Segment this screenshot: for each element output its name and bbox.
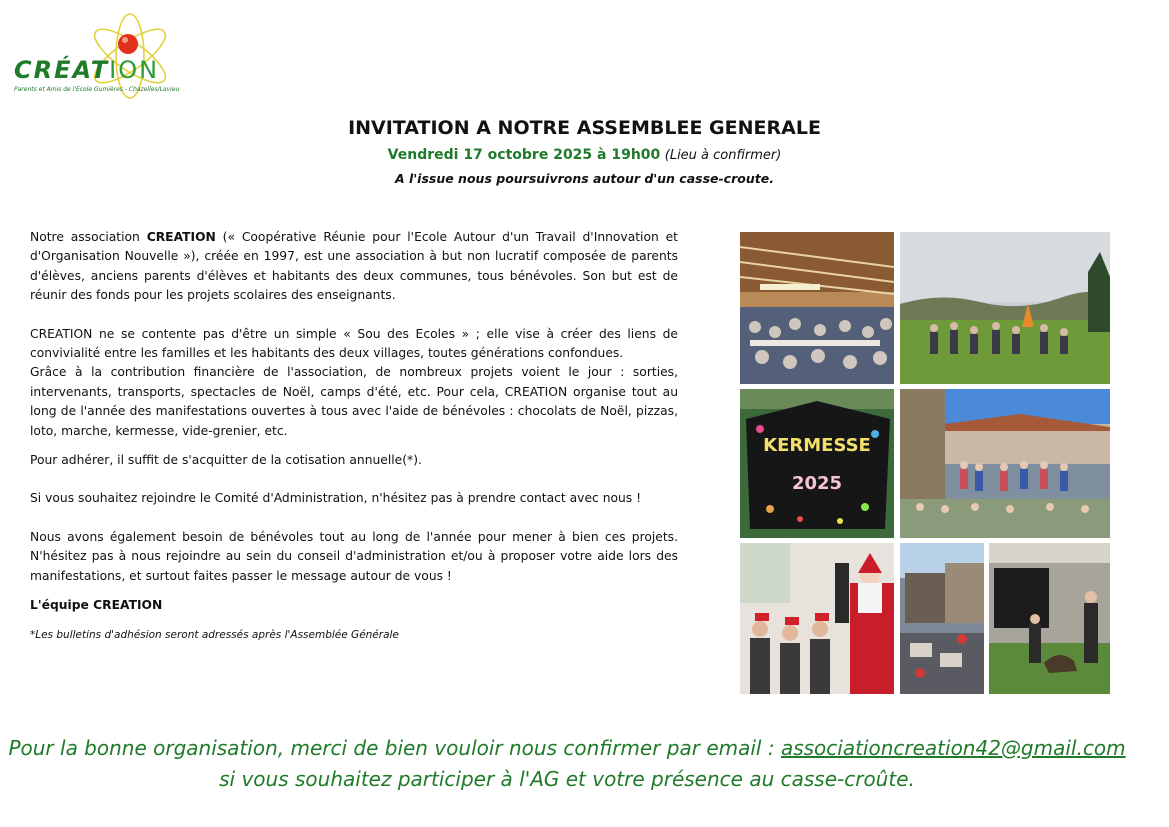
logo-wordmark: CRÉATION	[14, 56, 160, 84]
footer-line-1: Pour la bonne organisation, merci de bien vouloir nous confirmer par email : associationcreation42@gmail.com	[8, 736, 1126, 760]
kermesse-year: 2025	[791, 473, 843, 494]
photo-christmas-santa	[740, 543, 894, 694]
photo-bonfire-group	[900, 232, 1110, 384]
paragraph-membership: Pour adhérer, il suffit de s'acquitter de la cotisation annuelle(*).	[30, 453, 422, 468]
photo-garage-dog	[989, 543, 1110, 694]
logo-subtitle: Parents et Amis de l'Ecole Gumières - Chazelles/Lavieu	[14, 86, 180, 93]
after-event-note: A l'issue nous poursuivrons autour d'un casse-croute.	[395, 171, 774, 186]
paragraph-committee: Si vous souhaitez rejoindre le Comité d'Administration, n'hésitez pas à prendre contact avec nous !	[30, 491, 642, 506]
photo-kermesse-sign	[740, 389, 894, 538]
photo-hall-meal	[740, 232, 894, 384]
contact-email-link[interactable]: associationcreation42@gmail.com	[780, 736, 1126, 760]
kermesse-word: KERMESSE	[763, 435, 871, 456]
paragraph-projects: Grâce à la contribution financière de l'association, de nombreux projets voient le jour : sorties, intervenants, transports, spectacles de Noël, camps d'été, etc. Pour cela, CREATION organise tout au long de l'année des manifestations ouvertes à tous avec l'aide de bénévoles : chocolats de Noël, pizzas, loto, marche, kermesse, vide-grenier, etc.	[30, 365, 678, 438]
footer-rsvp	[0, 733, 1134, 795]
footer-line-2: si vous souhaitez participer à l'AG et votre présence au casse-croûte.	[219, 767, 915, 791]
paragraph-intro: Notre association CREATION (« Coopérative Réunie pour l'Ecole Autour d'un Travail d'Innovation et d'Organisation Nouvelle »), créée en 1997, est une association à but non lucratif composée de parents d'élèves, anciens parents d'élèves et habitants des deux communes, tous bénévoles. Son but est de réunir des fonds pour les projets scolaires des enseignants.	[30, 230, 679, 303]
body-text	[30, 228, 678, 645]
creation-logo	[10, 8, 190, 104]
photo-school-children	[900, 389, 1110, 538]
paragraph-volunteers: Nous avons également besoin de bénévoles tout au long de l'année pour mener à bien ces projets. N'hésitez pas à nous rejoindre au sein du conseil d'administration et/ou à proposer votre aide lors des manifestations, et surtout faites passer le message autour de vous !	[30, 529, 678, 583]
event-date: Vendredi 17 octobre 2025 à 19h00	[387, 147, 661, 163]
location-note: (Lieu à confirmer)	[664, 148, 782, 163]
photo-vide-grenier	[900, 543, 984, 694]
footnote: *Les bulletins d'adhésion seront adressés après l'Assemblée Générale	[30, 628, 399, 641]
paragraph-mission: CREATION ne se contente pas d'être un simple « Sou des Ecoles » ; elle vise à créer des liens de convivialité entre les familles et les habitants des deux villages, toutes générations confondues.	[30, 326, 678, 361]
signature: L'équipe CREATION	[30, 598, 163, 613]
event-date-line	[0, 147, 1169, 163]
page-title: INVITATION A NOTRE ASSEMBLEE GENERALE	[348, 117, 821, 139]
